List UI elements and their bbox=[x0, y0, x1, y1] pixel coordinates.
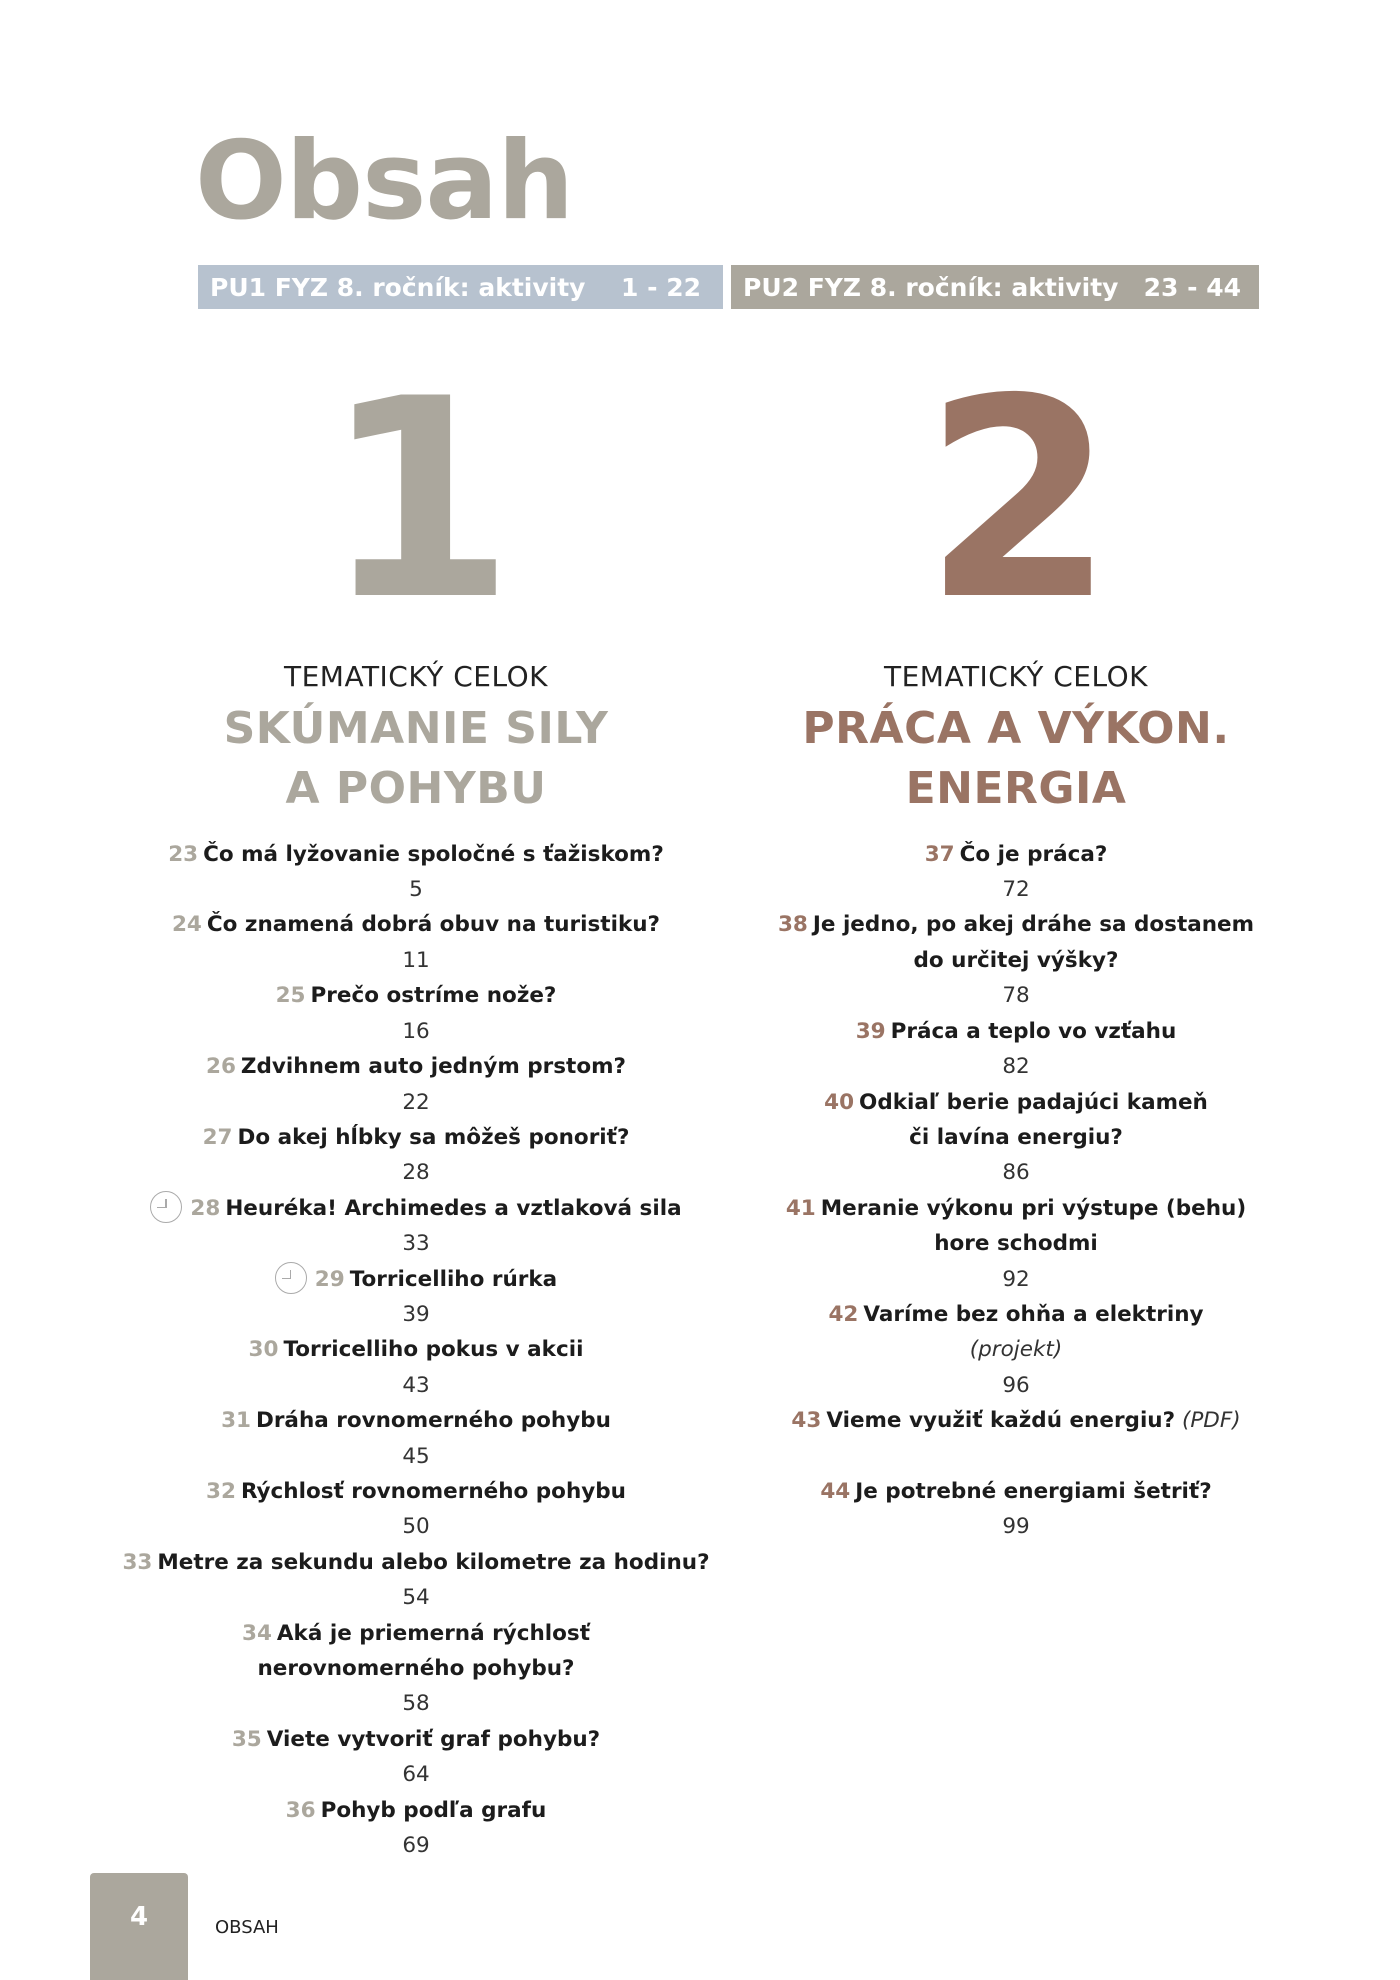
toc-entry-number: 40 bbox=[824, 1089, 855, 1115]
toc-entry-line bbox=[116, 1191, 716, 1226]
toc-entry-line bbox=[716, 1085, 1316, 1120]
toc-entry-number: 27 bbox=[202, 1124, 233, 1150]
unit-2-number: 2 bbox=[923, 340, 1109, 660]
toc-entry[interactable] bbox=[716, 1474, 1316, 1545]
toc-entry-line bbox=[116, 1120, 716, 1155]
unit-2-title-line2: ENERGIA bbox=[905, 762, 1127, 814]
toc-entry-page: 82 bbox=[1002, 1054, 1030, 1080]
toc-entry[interactable] bbox=[716, 1191, 1316, 1297]
toc-entry-number: 35 bbox=[231, 1726, 262, 1752]
toc-entry-number: 30 bbox=[248, 1337, 279, 1363]
toc-entry[interactable] bbox=[116, 837, 716, 908]
toc-entry-note: (PDF) bbox=[1181, 1408, 1241, 1434]
toc-entry-title: Pohyb podľa grafu bbox=[320, 1797, 547, 1823]
toc-entry-title: Do akej hĺbky sa môžeš ponoriť? bbox=[237, 1124, 630, 1150]
toc-entry-title: Torricelliho pokus v akcii bbox=[283, 1337, 584, 1363]
toc-entry[interactable] bbox=[116, 978, 716, 1049]
toc-entry[interactable] bbox=[716, 907, 1316, 1013]
footer-label: OBSAH bbox=[215, 1917, 279, 1938]
toc-entry-line bbox=[716, 1403, 1316, 1438]
toc-entry-title-cont: hore schodmi bbox=[934, 1231, 1098, 1257]
toc-entry-page: 5 bbox=[409, 877, 423, 903]
toc-entry-page: 69 bbox=[402, 1833, 430, 1859]
clock-icon bbox=[150, 1191, 182, 1223]
toc-entry[interactable] bbox=[116, 1191, 716, 1262]
toc-entry-line bbox=[116, 907, 716, 942]
toc-entry-page: 64 bbox=[402, 1762, 430, 1788]
toc-entry-title: Zdvihnem auto jedným prstom? bbox=[240, 1054, 626, 1080]
toc-entry-page: 11 bbox=[402, 947, 430, 973]
toc-entry-line bbox=[116, 1722, 716, 1757]
toc-entry[interactable] bbox=[116, 1332, 716, 1403]
unit-2-label: TEMATICKÝ CELOK bbox=[884, 660, 1148, 693]
toc-entry[interactable] bbox=[116, 1262, 716, 1333]
toc-entry[interactable] bbox=[116, 1049, 716, 1120]
toc-entry-spacer bbox=[716, 1439, 1316, 1474]
toc-entry-line bbox=[116, 1403, 716, 1438]
unit-2-toc bbox=[716, 837, 1316, 1545]
toc-entry-number: 28 bbox=[190, 1195, 221, 1221]
toc-entry-line bbox=[716, 907, 1316, 942]
toc-entry-number: 42 bbox=[828, 1301, 859, 1327]
unit-1-label: TEMATICKÝ CELOK bbox=[284, 660, 548, 693]
toc-entry-number: 41 bbox=[785, 1195, 816, 1221]
toc-entry-title: Čo znamená dobrá obuv na turistiku? bbox=[206, 912, 661, 938]
toc-entry-page: 43 bbox=[402, 1372, 430, 1398]
toc-entry-line bbox=[716, 837, 1316, 872]
toc-entry-title: Dráha rovnomerného pohybu bbox=[255, 1408, 611, 1434]
band-pu2-label: PU2 FYZ 8. ročník: aktivity bbox=[743, 272, 1119, 302]
toc-entry-line bbox=[116, 1049, 716, 1084]
toc-entry-page: 33 bbox=[402, 1231, 430, 1257]
toc-entry-note: (projekt) bbox=[969, 1337, 1063, 1363]
toc-entry[interactable] bbox=[116, 1545, 716, 1616]
toc-entry-page: 72 bbox=[1002, 877, 1030, 903]
toc-entry-title: Torricelliho rúrka bbox=[349, 1266, 558, 1292]
toc-entry-line bbox=[116, 1616, 716, 1651]
toc-entry[interactable] bbox=[716, 1403, 1316, 1474]
toc-entry-number: 29 bbox=[314, 1266, 345, 1292]
toc-entry[interactable] bbox=[116, 1793, 716, 1864]
toc-entry[interactable] bbox=[716, 1297, 1316, 1403]
toc-entry-page: 86 bbox=[1002, 1160, 1030, 1186]
toc-entry-title: Aká je priemerná rýchlosť bbox=[276, 1620, 590, 1646]
toc-entry-number: 36 bbox=[285, 1797, 316, 1823]
toc-entry-number: 44 bbox=[820, 1478, 851, 1504]
toc-entry-line bbox=[116, 978, 716, 1013]
clock-icon bbox=[275, 1262, 307, 1294]
unit-2-title bbox=[716, 699, 1316, 819]
toc-entry-title-cont: či lavína energiu? bbox=[909, 1124, 1123, 1150]
toc-entry[interactable] bbox=[116, 907, 716, 978]
toc-entry-title: Prečo ostríme nože? bbox=[310, 983, 557, 1009]
unit-2-title-line1: PRÁCA A VÝKON. bbox=[802, 703, 1230, 754]
toc-entry-title: Čo má lyžovanie spoločné s ťažiskom? bbox=[203, 841, 664, 867]
toc-entry-number: 34 bbox=[241, 1620, 272, 1646]
page-title: Obsah bbox=[195, 119, 574, 244]
toc-entry-number: 23 bbox=[168, 841, 199, 867]
toc-entry-page: 45 bbox=[402, 1443, 430, 1469]
toc-entry-page: 16 bbox=[402, 1018, 430, 1044]
toc-entry[interactable] bbox=[716, 1085, 1316, 1191]
toc-entry-page: 50 bbox=[402, 1514, 430, 1540]
toc-entry-page: 92 bbox=[1002, 1266, 1030, 1292]
band-pu2 bbox=[731, 265, 1259, 309]
toc-entry-number: 33 bbox=[122, 1549, 153, 1575]
toc-entry-number: 39 bbox=[855, 1018, 886, 1044]
band-pu1-label: PU1 FYZ 8. ročník: aktivity bbox=[210, 272, 586, 302]
toc-entry-title: Meranie výkonu pri výstupe (behu) bbox=[820, 1195, 1247, 1221]
toc-entry-line bbox=[716, 1474, 1316, 1509]
toc-entry-line bbox=[116, 1474, 716, 1509]
toc-entry-number: 37 bbox=[924, 841, 955, 867]
unit-1-number: 1 bbox=[323, 340, 509, 660]
toc-entry-page: 58 bbox=[402, 1691, 430, 1717]
toc-entry-line bbox=[116, 1332, 716, 1367]
footer-page-number: 4 bbox=[90, 1873, 188, 1980]
toc-entry-title: Viete vytvoriť graf pohybu? bbox=[266, 1726, 601, 1752]
toc-entry-number: 25 bbox=[275, 983, 306, 1009]
toc-entry-line bbox=[116, 1793, 716, 1828]
toc-entry-title: Je potrebné energiami šetriť? bbox=[855, 1478, 1212, 1504]
band-pu1-range: 1 - 22 bbox=[621, 272, 701, 302]
toc-entry-page: 78 bbox=[1002, 983, 1030, 1009]
toc-entry-line bbox=[716, 1297, 1316, 1332]
unit-1-column bbox=[116, 340, 716, 1863]
toc-entry-title: Varíme bez ohňa a elektriny bbox=[863, 1301, 1204, 1327]
toc-entry-line bbox=[116, 837, 716, 872]
toc-entry-line bbox=[716, 1191, 1316, 1226]
toc-entry-title: Heuréka! Archimedes a vztlaková sila bbox=[225, 1195, 682, 1221]
toc-entry[interactable] bbox=[716, 837, 1316, 908]
toc-entry-line bbox=[116, 1545, 716, 1580]
toc-entry[interactable] bbox=[116, 1403, 716, 1474]
toc-entry-title: Rýchlosť rovnomerného pohybu bbox=[240, 1478, 626, 1504]
toc-entry-title: Vieme využiť každú energiu? bbox=[826, 1408, 1176, 1434]
toc-entry-title: Metre za sekundu alebo kilometre za hodinu? bbox=[157, 1549, 710, 1575]
toc-entry-number: 38 bbox=[777, 912, 808, 938]
toc-entry-title: Práca a teplo vo vzťahu bbox=[890, 1018, 1177, 1044]
toc-entry[interactable] bbox=[716, 1014, 1316, 1085]
toc-entry-page: 54 bbox=[402, 1585, 430, 1611]
toc-entry-number: 32 bbox=[206, 1478, 236, 1504]
toc-entry-title: Odkiaľ berie padajúci kameň bbox=[859, 1089, 1208, 1115]
toc-entry[interactable] bbox=[116, 1474, 716, 1545]
toc-entry-line bbox=[716, 1014, 1316, 1049]
toc-entry-number: 31 bbox=[221, 1408, 251, 1434]
toc-entry-title-cont: nerovnomerného pohybu? bbox=[257, 1656, 575, 1681]
toc-entry-number: 43 bbox=[791, 1408, 822, 1434]
unit-1-title-line1: SKÚMANIE SILY bbox=[223, 703, 609, 754]
toc-entry-number: 24 bbox=[171, 912, 202, 938]
toc-entry-page: 96 bbox=[1002, 1372, 1030, 1398]
unit-2-column bbox=[716, 340, 1316, 1545]
toc-entry[interactable] bbox=[116, 1616, 716, 1722]
toc-entry[interactable] bbox=[116, 1120, 716, 1191]
unit-1-title-line2: A POHYBU bbox=[285, 762, 547, 814]
band-pu2-range: 23 - 44 bbox=[1143, 272, 1241, 302]
toc-entry-page: 22 bbox=[402, 1089, 430, 1115]
toc-entry-title-cont: do určitej výšky? bbox=[913, 947, 1119, 973]
unit-1-toc bbox=[116, 837, 716, 1864]
band-pu1 bbox=[198, 265, 723, 309]
unit-1-title bbox=[116, 699, 716, 819]
toc-entry-title: Je jedno, po akej dráhe sa dostanem bbox=[812, 912, 1255, 938]
toc-entry-title: Čo je práca? bbox=[959, 841, 1108, 867]
toc-entry[interactable] bbox=[116, 1722, 716, 1793]
toc-entry-page: 39 bbox=[402, 1301, 430, 1327]
toc-entry-number: 26 bbox=[206, 1054, 236, 1080]
toc-entry-line bbox=[116, 1262, 716, 1297]
toc-entry-page: 99 bbox=[1002, 1514, 1030, 1540]
toc-entry-page: 28 bbox=[402, 1160, 430, 1186]
